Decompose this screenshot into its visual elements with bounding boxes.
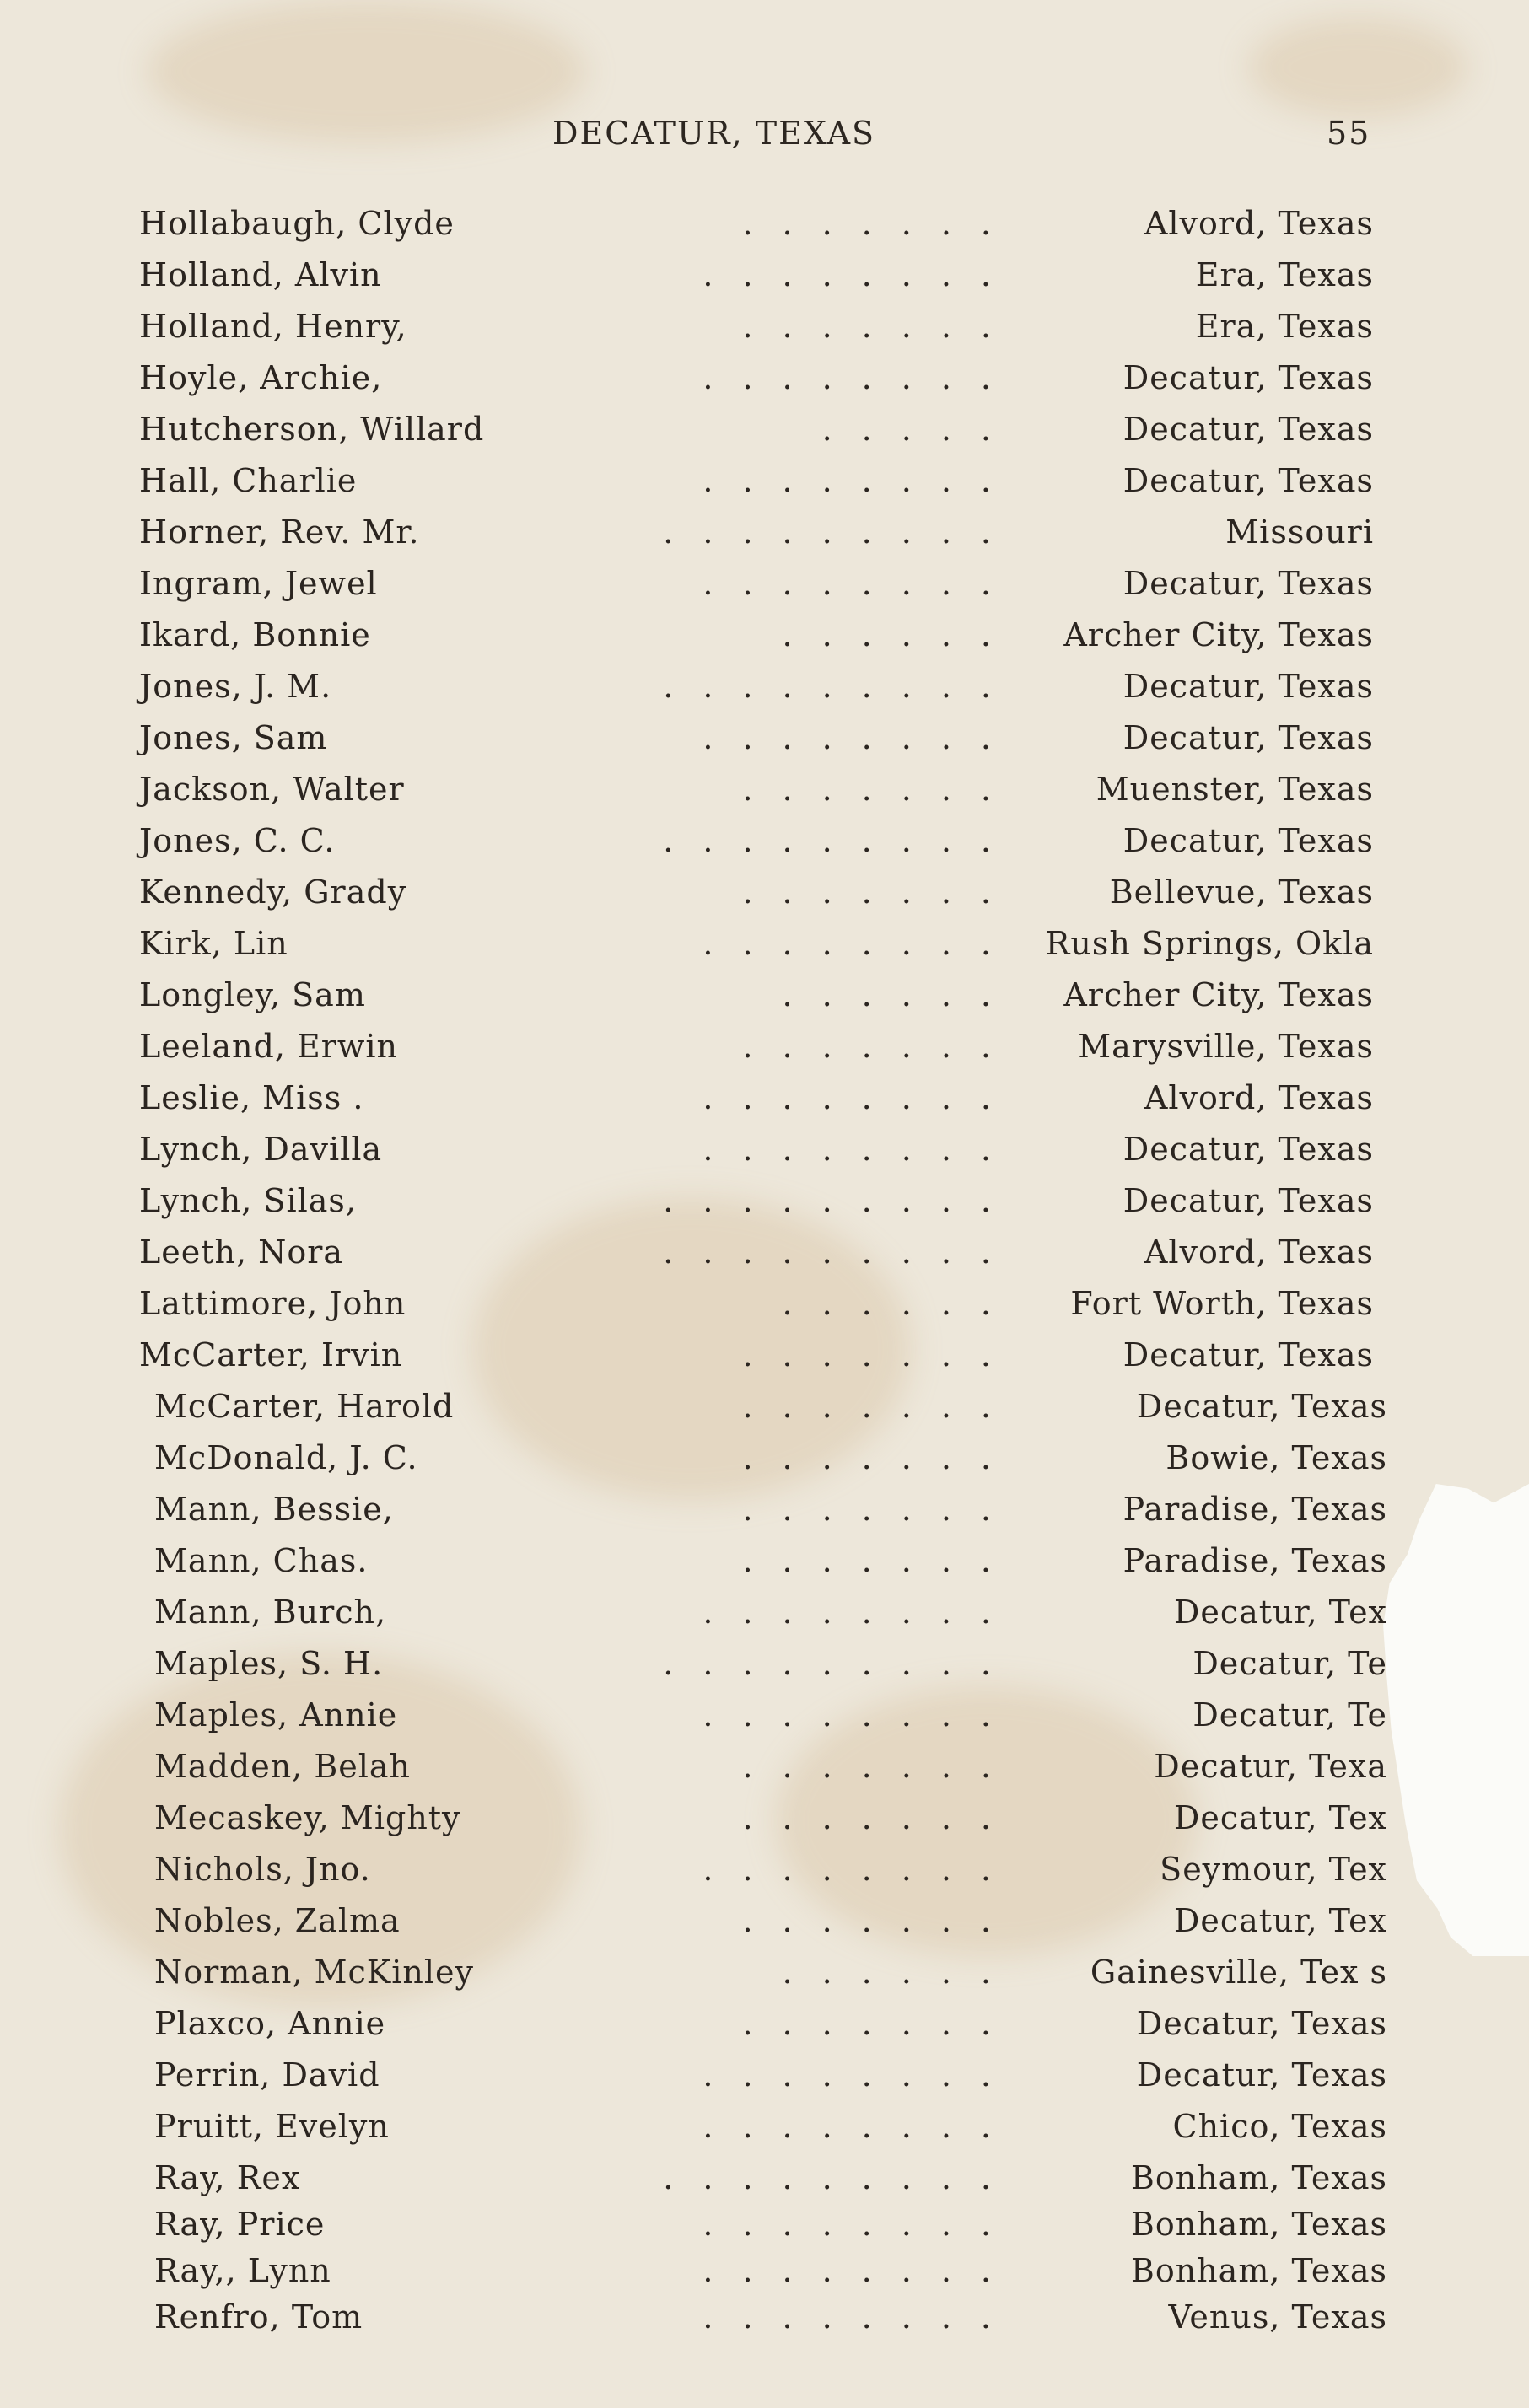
person-name: Longley, Sam xyxy=(139,976,366,1013)
person-location: Gainesville, Tex s xyxy=(1090,1954,1387,1991)
person-name: Kirk, Lin xyxy=(139,925,288,962)
person-location: Decatur, Texas xyxy=(1136,1388,1387,1425)
person-name: Mecaskey, Mighty xyxy=(154,1799,461,1836)
person-location: Paradise, Texas xyxy=(1123,1542,1387,1579)
directory-list xyxy=(0,205,1529,2345)
person-name: Jones, Sam xyxy=(139,719,328,756)
directory-entry xyxy=(0,513,1529,565)
person-location: Archer City, Texas xyxy=(1063,976,1374,1013)
person-name: Leslie, Miss . xyxy=(139,1079,364,1116)
leader-dots: ........ xyxy=(703,2252,1020,2289)
directory-entry xyxy=(0,1799,1529,1851)
person-name: Leeth, Nora xyxy=(139,1234,344,1271)
person-location: Bonham, Texas xyxy=(1130,2159,1387,2196)
person-location: Alvord, Texas xyxy=(1144,1234,1374,1271)
person-location: Decatur, Tex xyxy=(1173,1799,1387,1836)
person-name: Nichols, Jno. xyxy=(154,1851,371,1888)
leader-dots: ........ xyxy=(703,359,1020,396)
person-name: Horner, Rev. Mr. xyxy=(139,513,420,551)
person-name: Ray, Rex xyxy=(154,2159,301,2196)
leader-dots: ........ xyxy=(703,2206,1020,2243)
person-location: Rush Springs, Okla xyxy=(1045,925,1374,962)
page-header xyxy=(0,115,1529,165)
leader-dots: ........ xyxy=(703,1131,1020,1168)
directory-entry xyxy=(0,873,1529,925)
person-name: Jones, C. C. xyxy=(139,822,336,859)
person-name: Lynch, Davilla xyxy=(139,1131,383,1168)
leader-dots: ......... xyxy=(663,513,1020,551)
person-location: Missouri xyxy=(1225,513,1374,551)
person-name: Renfro, Tom xyxy=(154,2298,363,2335)
leader-dots: ......... xyxy=(663,1234,1020,1271)
directory-entry xyxy=(0,771,1529,822)
leader-dots: ...... xyxy=(782,616,1020,653)
leader-dots: ........ xyxy=(703,565,1020,602)
directory-entry xyxy=(0,1079,1529,1131)
leader-dots: ....... xyxy=(742,1491,1020,1528)
directory-entry xyxy=(0,205,1529,256)
directory-entry xyxy=(0,925,1529,976)
directory-entry xyxy=(0,2108,1529,2159)
directory-entry xyxy=(0,1388,1529,1439)
leader-dots: ....... xyxy=(742,1542,1020,1579)
person-location: Bellevue, Texas xyxy=(1109,873,1374,911)
person-location: Decatur, Te xyxy=(1193,1645,1387,1682)
person-location: Alvord, Texas xyxy=(1144,1079,1374,1116)
person-location: Decatur, Texas xyxy=(1123,1182,1374,1219)
directory-entry xyxy=(0,1645,1529,1696)
directory-entry xyxy=(0,1696,1529,1748)
person-name: Hoyle, Archie, xyxy=(139,359,383,396)
directory-entry xyxy=(0,1954,1529,2005)
person-name: Pruitt, Evelyn xyxy=(154,2108,390,2145)
person-name: Jackson, Walter xyxy=(139,771,405,808)
leader-dots: ....... xyxy=(742,873,1020,911)
directory-entry xyxy=(0,1182,1529,1234)
person-location: Venus, Texas xyxy=(1168,2298,1387,2335)
person-location: Decatur, Tex xyxy=(1173,1594,1387,1631)
person-location: Decatur, Texas xyxy=(1123,462,1374,499)
person-location: Decatur, Te xyxy=(1193,1696,1387,1733)
directory-entry xyxy=(0,1028,1529,1079)
leader-dots: ........ xyxy=(703,462,1020,499)
directory-entry xyxy=(0,1594,1529,1645)
person-name: Norman, McKinley xyxy=(154,1954,474,1991)
directory-entry xyxy=(0,411,1529,462)
leader-dots: ........ xyxy=(703,1079,1020,1116)
leader-dots: ........ xyxy=(703,1696,1020,1733)
person-name: Ray,, Lynn xyxy=(154,2252,331,2289)
person-name: Nobles, Zalma xyxy=(154,1902,401,1939)
leader-dots: ........ xyxy=(703,2108,1020,2145)
person-name: Mann, Chas. xyxy=(154,1542,369,1579)
directory-entry xyxy=(0,1336,1529,1388)
directory-entry xyxy=(0,2159,1529,2206)
person-location: Fort Worth, Texas xyxy=(1070,1285,1374,1322)
leader-dots: ...... xyxy=(782,1285,1020,1322)
directory-entry xyxy=(0,1851,1529,1902)
directory-entry xyxy=(0,359,1529,411)
person-name: Lattimore, John xyxy=(139,1285,406,1322)
person-name: Mann, Burch, xyxy=(154,1594,387,1631)
directory-entry xyxy=(0,719,1529,771)
person-location: Decatur, Texas xyxy=(1123,668,1374,705)
person-location: Decatur, Texas xyxy=(1123,565,1374,602)
person-location: Decatur, Texas xyxy=(1123,719,1374,756)
directory-entry xyxy=(0,2252,1529,2298)
page-title: DECATUR, TEXAS xyxy=(552,115,876,152)
person-name: Leeland, Erwin xyxy=(139,1028,399,1065)
person-name: Holland, Alvin xyxy=(139,256,382,293)
person-location: Bonham, Texas xyxy=(1130,2206,1387,2243)
person-location: Seymour, Tex xyxy=(1160,1851,1387,1888)
person-name: Jones, J. M. xyxy=(139,668,332,705)
person-location: Chico, Texas xyxy=(1172,2108,1387,2145)
page-number: 55 xyxy=(1327,115,1371,152)
directory-entry xyxy=(0,462,1529,513)
leader-dots: ........ xyxy=(703,2298,1020,2335)
person-name: Perrin, David xyxy=(154,2056,380,2094)
leader-dots: ........ xyxy=(703,925,1020,962)
directory-entry xyxy=(0,1285,1529,1336)
directory-entry xyxy=(0,565,1529,616)
leader-dots: ......... xyxy=(663,668,1020,705)
person-name: Ingram, Jewel xyxy=(139,565,378,602)
person-name: Mann, Bessie, xyxy=(154,1491,394,1528)
leader-dots: ....... xyxy=(742,1799,1020,1836)
directory-entry xyxy=(0,2005,1529,2056)
person-name: Kennedy, Grady xyxy=(139,873,407,911)
person-location: Era, Texas xyxy=(1195,308,1374,345)
person-location: Alvord, Texas xyxy=(1144,205,1374,242)
person-name: Ikard, Bonnie xyxy=(139,616,371,653)
directory-entry xyxy=(0,1542,1529,1594)
leader-dots: ....... xyxy=(742,2005,1020,2042)
person-location: Decatur, Texas xyxy=(1123,359,1374,396)
person-location: Paradise, Texas xyxy=(1123,1491,1387,1528)
person-name: McDonald, J. C. xyxy=(154,1439,418,1476)
directory-entry xyxy=(0,1902,1529,1954)
directory-entry xyxy=(0,616,1529,668)
person-location: Muenster, Texas xyxy=(1096,771,1374,808)
person-location: Decatur, Texas xyxy=(1136,2005,1387,2042)
leader-dots: ......... xyxy=(663,1182,1020,1219)
person-name: Hollabaugh, Clyde xyxy=(139,205,455,242)
stain-top-right xyxy=(1248,17,1467,118)
leader-dots: ....... xyxy=(742,1748,1020,1785)
leader-dots: ....... xyxy=(742,1028,1020,1065)
leader-dots: ...... xyxy=(782,976,1020,1013)
person-name: Maples, S. H. xyxy=(154,1645,384,1682)
directory-entry xyxy=(0,2298,1529,2345)
leader-dots: ........ xyxy=(703,256,1020,293)
person-name: Hall, Charlie xyxy=(139,462,358,499)
directory-entry xyxy=(0,308,1529,359)
leader-dots: ....... xyxy=(742,1336,1020,1373)
leader-dots: ....... xyxy=(742,205,1020,242)
person-name: Hutcherson, Willard xyxy=(139,411,485,448)
person-location: Bowie, Texas xyxy=(1166,1439,1387,1476)
person-name: McCarter, Harold xyxy=(154,1388,455,1425)
leader-dots: ........ xyxy=(703,719,1020,756)
person-location: Decatur, Texa xyxy=(1154,1748,1387,1785)
leader-dots: ........ xyxy=(703,2056,1020,2094)
leader-dots: ......... xyxy=(663,2159,1020,2196)
directory-entry xyxy=(0,1131,1529,1182)
person-location: Decatur, Tex xyxy=(1173,1902,1387,1939)
directory-entry xyxy=(0,976,1529,1028)
directory-entry xyxy=(0,668,1529,719)
person-location: Decatur, Texas xyxy=(1123,1336,1374,1373)
leader-dots: ....... xyxy=(742,1388,1020,1425)
person-name: Maples, Annie xyxy=(154,1696,398,1733)
person-name: Madden, Belah xyxy=(154,1748,412,1785)
directory-entry xyxy=(0,1439,1529,1491)
leader-dots: ........ xyxy=(703,1594,1020,1631)
directory-entry xyxy=(0,822,1529,873)
directory-entry xyxy=(0,1234,1529,1285)
person-name: McCarter, Irvin xyxy=(139,1336,403,1373)
person-location: Decatur, Texas xyxy=(1136,2056,1387,2094)
person-name: Ray, Price xyxy=(154,2206,326,2243)
directory-entry xyxy=(0,1748,1529,1799)
leader-dots: ....... xyxy=(742,771,1020,808)
person-location: Era, Texas xyxy=(1195,256,1374,293)
person-name: Lynch, Silas, xyxy=(139,1182,357,1219)
leader-dots: ..... xyxy=(821,411,1020,448)
person-location: Decatur, Texas xyxy=(1123,411,1374,448)
person-name: Plaxco, Annie xyxy=(154,2005,386,2042)
leader-dots: ....... xyxy=(742,1439,1020,1476)
directory-entry xyxy=(0,2206,1529,2252)
leader-dots: ...... xyxy=(782,1954,1020,1991)
leader-dots: ....... xyxy=(742,1902,1020,1939)
person-location: Marysville, Texas xyxy=(1078,1028,1374,1065)
leader-dots: ....... xyxy=(742,308,1020,345)
directory-entry xyxy=(0,1491,1529,1542)
person-name: Holland, Henry, xyxy=(139,308,407,345)
leader-dots: ......... xyxy=(663,822,1020,859)
leader-dots: ........ xyxy=(703,1851,1020,1888)
directory-entry xyxy=(0,2056,1529,2108)
leader-dots: ......... xyxy=(663,1645,1020,1682)
person-location: Archer City, Texas xyxy=(1063,616,1374,653)
person-location: Decatur, Texas xyxy=(1123,822,1374,859)
person-location: Bonham, Texas xyxy=(1130,2252,1387,2289)
person-location: Decatur, Texas xyxy=(1123,1131,1374,1168)
directory-entry xyxy=(0,256,1529,308)
